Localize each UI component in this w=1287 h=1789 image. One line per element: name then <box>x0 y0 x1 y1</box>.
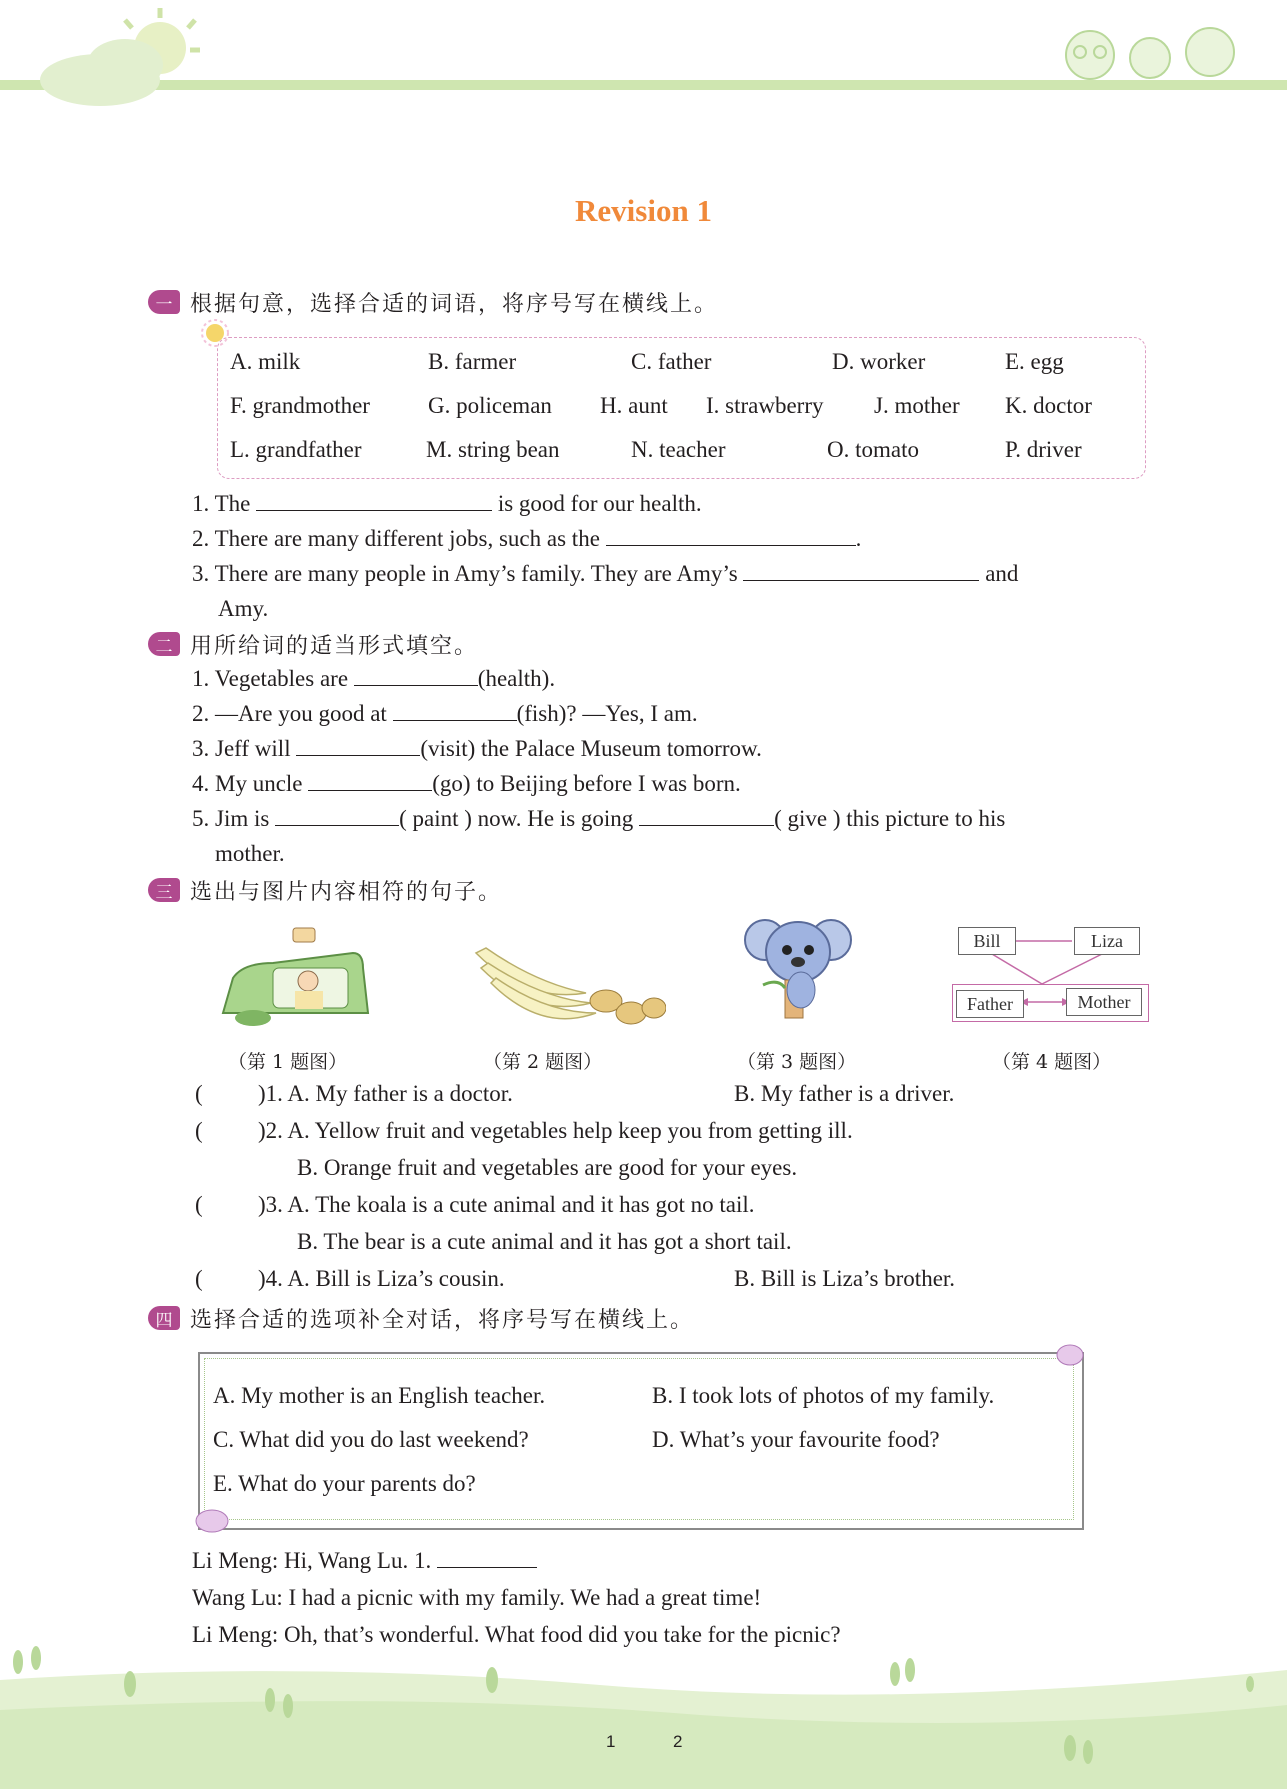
word-option: D. worker <box>832 349 926 374</box>
car-driver-picture <box>213 923 373 1028</box>
family-box-mother: Mother <box>1066 988 1142 1016</box>
answer-paren[interactable]: ( <box>195 1192 203 1217</box>
answer-paren[interactable]: ( <box>195 1081 203 1106</box>
word-option: E. egg <box>1005 349 1064 374</box>
family-box-father: Father <box>956 990 1024 1018</box>
answer-paren[interactable]: ( <box>195 1266 203 1291</box>
word-option: A. milk <box>230 349 301 374</box>
dialog-option: A. My mother is an English teacher. <box>213 1383 546 1408</box>
section-1-header <box>148 287 718 317</box>
koala-picture <box>743 910 853 1020</box>
answer-blank[interactable] <box>743 560 979 581</box>
section-badge: 一 <box>148 290 180 314</box>
cloud-icon <box>1055 1342 1085 1368</box>
section-instruction: 选择合适的选项补全对话，将序号写在横线上。 <box>190 1307 695 1333</box>
section-badge: 二 <box>148 632 180 656</box>
header-decoration <box>0 0 1287 120</box>
picture-caption: （第 2 题图） <box>483 1051 603 1073</box>
family-box-bill: Bill <box>958 927 1016 955</box>
question-line: 1. The is good for our health. <box>192 491 702 516</box>
word-option: I. strawberry <box>706 393 824 418</box>
dialog-line: Li Meng: Hi, Wang Lu. 1. <box>192 1546 537 1576</box>
answer-blank[interactable] <box>256 490 492 511</box>
question-line: 4. My uncle (go) to Beijing before I was born. <box>192 771 741 796</box>
question-option: B. Bill is Liza’s brother. <box>734 1266 956 1291</box>
answer-blank[interactable] <box>354 665 478 686</box>
question-line: 1. Vegetables are (health). <box>192 666 556 691</box>
question-line: 2. —Are you good at (fish)? —Yes, I am. <box>192 701 698 726</box>
question-text: )4. A. Bill is Liza’s cousin. <box>258 1266 505 1291</box>
question-option: B. My father is a driver. <box>734 1081 955 1106</box>
page-number-left: 1 <box>606 1732 616 1751</box>
pig-icon <box>192 1505 232 1535</box>
page-number-right: 2 <box>673 1732 683 1751</box>
section-badge: 三 <box>148 878 180 902</box>
question-text: )2. A. Yellow fruit and vegetables help keep you from getting ill. <box>258 1118 853 1143</box>
word-option: O. tomato <box>827 437 919 462</box>
word-option: N. teacher <box>631 437 726 462</box>
footer-landscape <box>0 1640 1287 1789</box>
animal-faces-icon <box>1066 28 1234 79</box>
word-option: L. grandfather <box>230 437 362 462</box>
word-option: J. mother <box>874 393 960 418</box>
word-option: M. string bean <box>426 437 560 462</box>
word-option: H. aunt <box>600 393 668 418</box>
question-line-cont: Amy. <box>218 596 269 621</box>
word-option: F. grandmother <box>230 393 370 418</box>
question-text: )3. A. The koala is a cute animal and it has got no tail. <box>258 1192 755 1217</box>
dialog-option: E. What do your parents do? <box>213 1471 476 1496</box>
family-box-liza: Liza <box>1074 927 1140 955</box>
answer-blank[interactable] <box>437 1547 537 1568</box>
section-instruction: 用所给词的适当形式填空。 <box>190 633 479 659</box>
question-line-cont: mother. <box>215 841 285 866</box>
answer-blank[interactable] <box>606 525 856 546</box>
cloud-icon <box>40 39 163 106</box>
section-badge: 四 <box>148 1306 180 1330</box>
page-title: Revision 1 <box>575 193 712 228</box>
question-option: B. The bear is a cute animal and it has got a short tail. <box>297 1229 792 1254</box>
word-option: G. policeman <box>428 393 552 418</box>
dialog-option: B. I took lots of photos of my family. <box>652 1383 995 1408</box>
question-option: B. Orange fruit and vegetables are good for your eyes. <box>297 1155 798 1180</box>
dialog-option: D. What’s your favourite food? <box>652 1427 940 1452</box>
word-option: P. driver <box>1005 437 1082 462</box>
section-4-header <box>148 1303 694 1333</box>
answer-blank[interactable] <box>639 805 774 826</box>
picture-caption: （第 3 题图） <box>737 1051 857 1073</box>
parents-frame <box>952 984 1149 1022</box>
answer-blank[interactable] <box>308 770 432 791</box>
answer-paren[interactable]: ( <box>195 1118 203 1143</box>
word-option: B. farmer <box>428 349 517 374</box>
section-3-header <box>148 875 502 905</box>
family-diagram <box>952 922 1150 1022</box>
section-2-header <box>148 629 478 659</box>
word-option: C. father <box>631 349 712 374</box>
question-text: )1. A. My father is a doctor. <box>258 1081 513 1106</box>
picture-caption: （第 4 题图） <box>992 1051 1112 1073</box>
question-line: 5. Jim is ( paint ) now. He is going ( give ) this picture to his <box>192 806 1006 831</box>
question-line: 2. There are many different jobs, such as the . <box>192 526 862 551</box>
picture-caption: （第 1 题图） <box>228 1051 348 1073</box>
bananas-potatoes-picture <box>466 923 666 1028</box>
question-line: 3. There are many people in Amy’s family. They are Amy’s and <box>192 561 1019 586</box>
answer-blank[interactable] <box>296 735 420 756</box>
section-instruction: 选出与图片内容相符的句子。 <box>190 879 503 905</box>
dialog-line: Wang Lu: I had a picnic with my family. We had a great time! <box>192 1585 762 1610</box>
word-option: K. doctor <box>1005 393 1092 418</box>
dialog-line: Li Meng: Oh, that’s wonderful. What food did you take for the picnic? <box>192 1622 841 1647</box>
question-line: 3. Jeff will (visit) the Palace Museum tomorrow. <box>192 736 762 761</box>
section-instruction: 根据句意，选择合适的词语，将序号写在横线上。 <box>190 291 719 317</box>
dialog-option: C. What did you do last weekend? <box>213 1427 529 1452</box>
answer-blank[interactable] <box>275 805 399 826</box>
answer-blank[interactable] <box>393 700 517 721</box>
